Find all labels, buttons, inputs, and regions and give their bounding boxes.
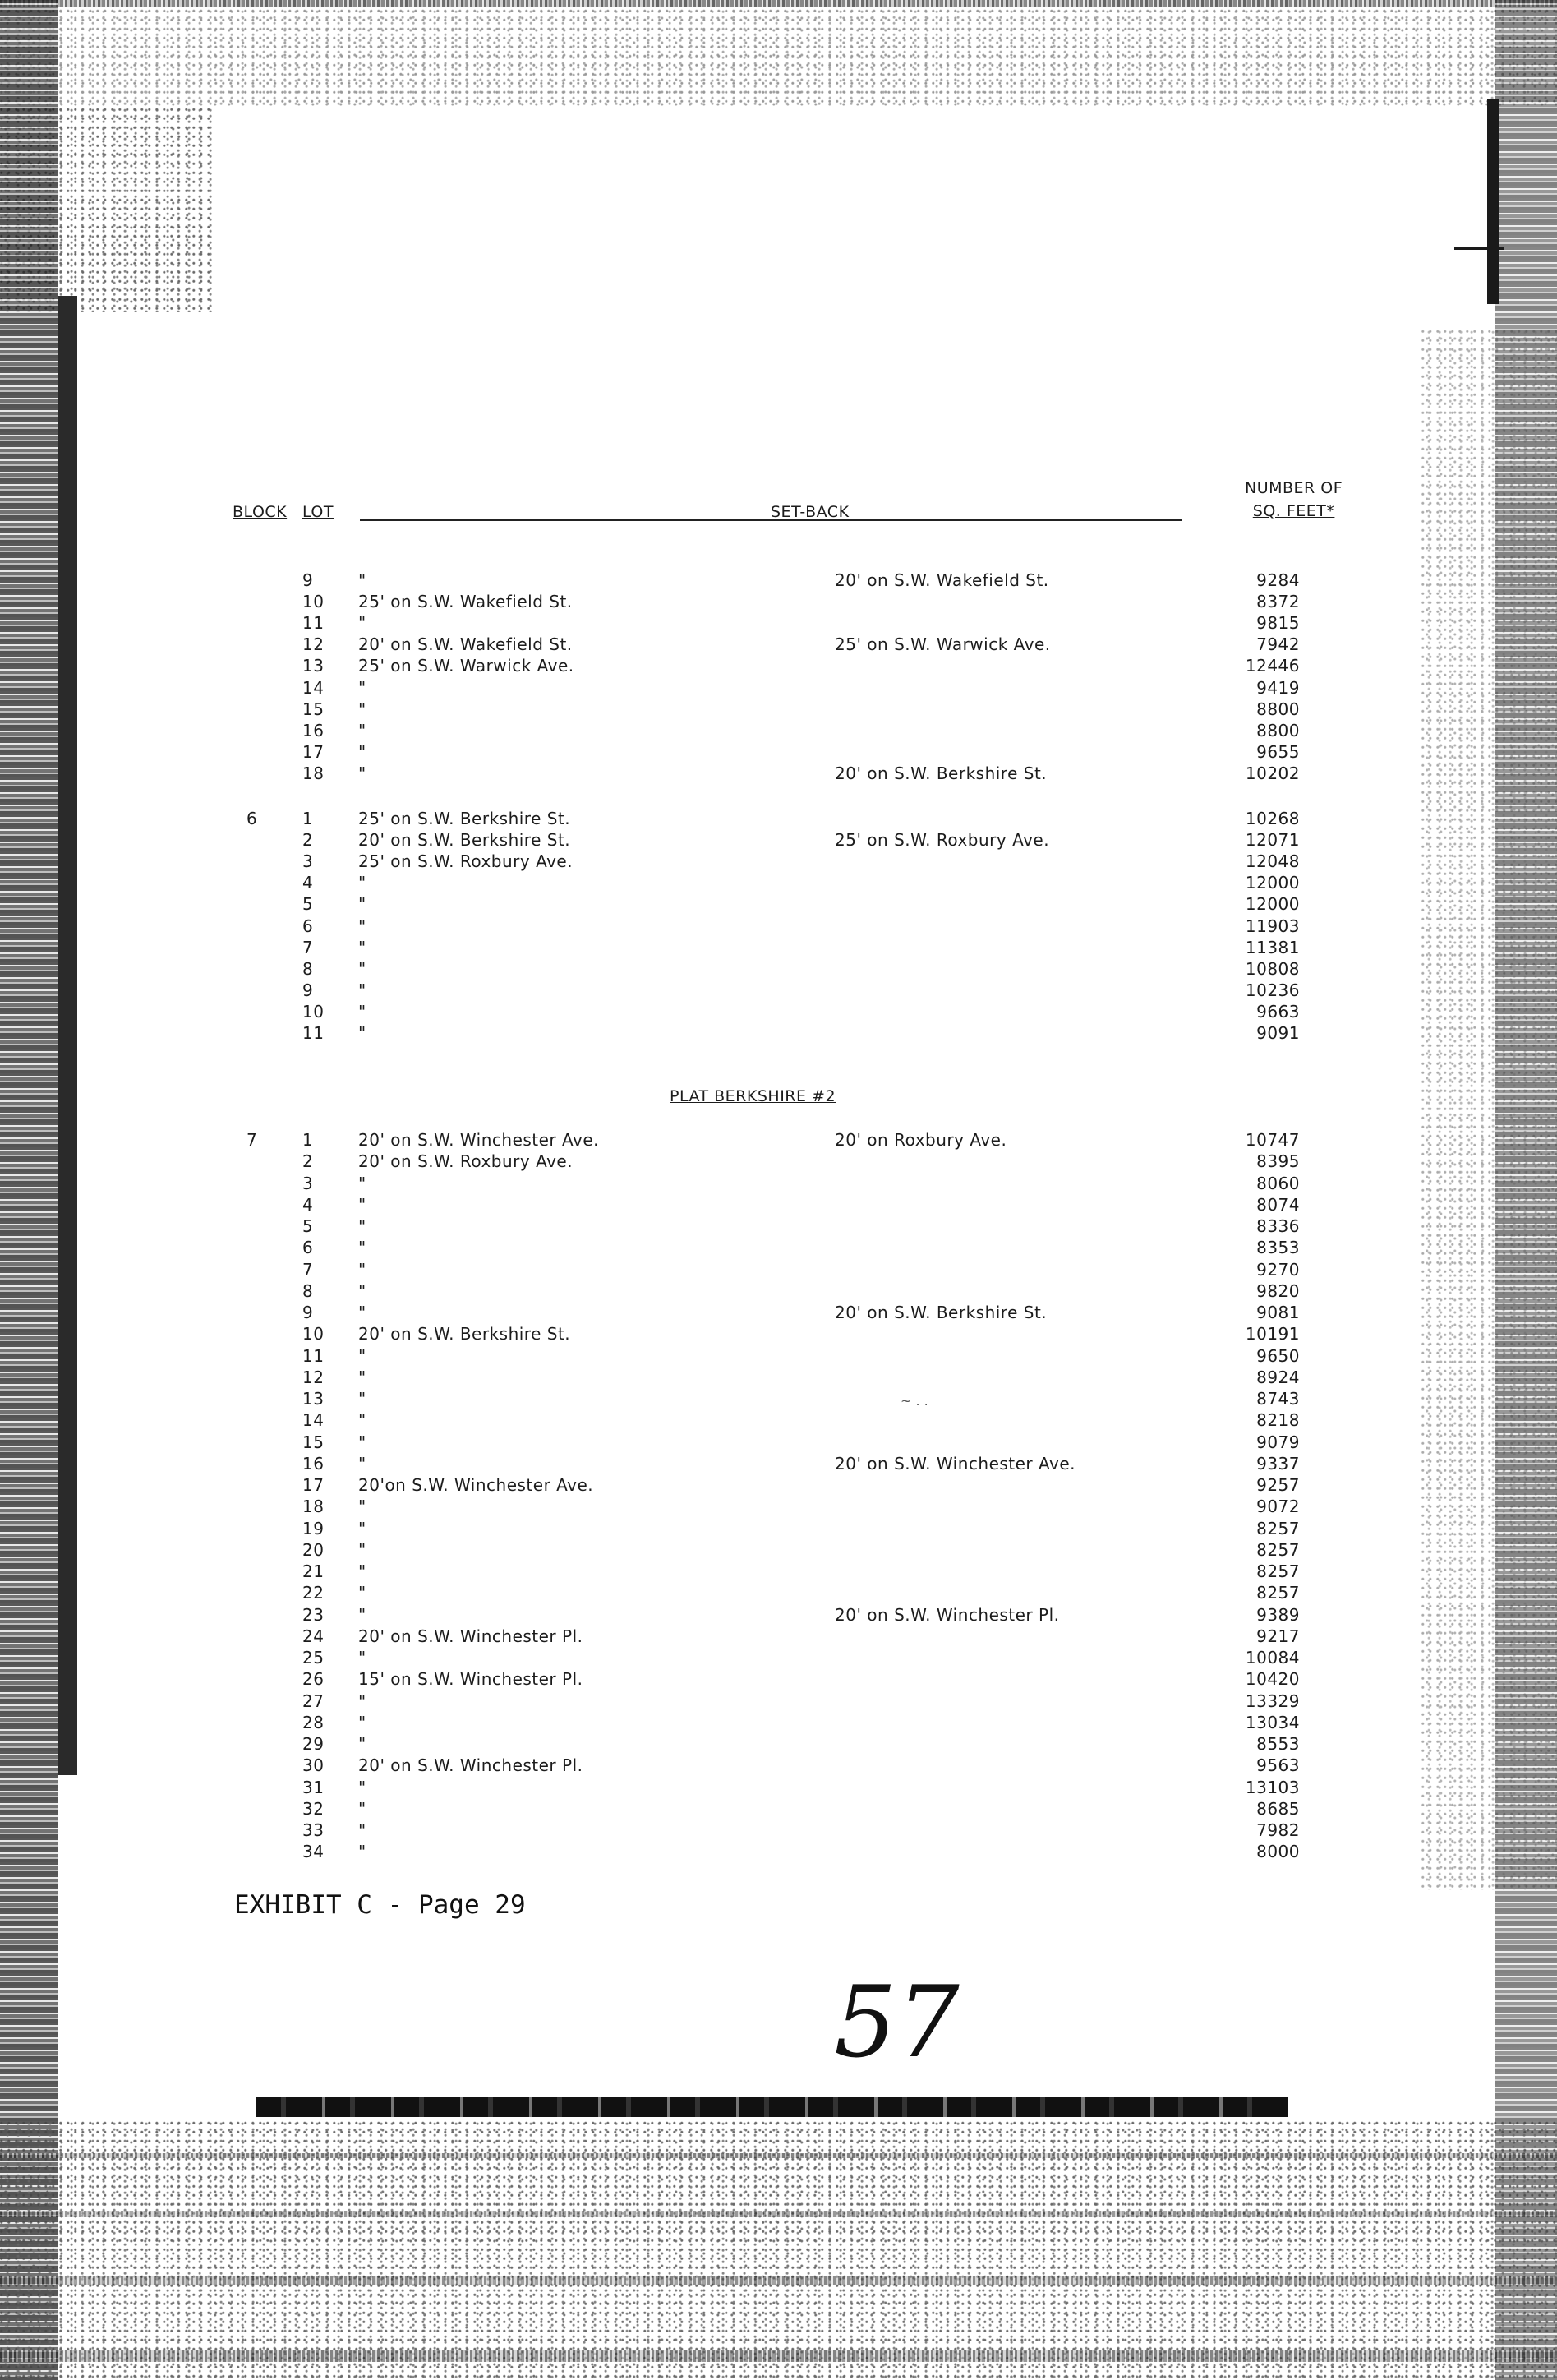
row-setback-primary: ": [358, 677, 366, 698]
row-sqft: 13103: [1245, 1777, 1300, 1797]
row-sqft: 9650: [1256, 1345, 1300, 1366]
row-setback-primary: ": [358, 1583, 366, 1603]
row-sqft: 12000: [1245, 873, 1300, 893]
row-lot: 10: [302, 1001, 325, 1022]
row-setback-primary: ": [358, 1238, 366, 1258]
table-row: [0, 1302, 1557, 1323]
table-row: [0, 872, 1557, 893]
row-sqft: 8257: [1256, 1583, 1300, 1603]
table-row: [0, 1604, 1557, 1626]
table-row: [0, 1496, 1557, 1517]
row-sqft: 8257: [1256, 1539, 1300, 1560]
row-setback-primary: ": [358, 1539, 366, 1560]
row-setback-primary: ": [358, 1389, 366, 1409]
row-lot: 3: [302, 851, 314, 872]
row-setback-primary: ": [358, 720, 366, 740]
row-lot: 17: [302, 741, 325, 762]
row-sqft: 9079: [1256, 1432, 1300, 1452]
table-row: [0, 1151, 1557, 1172]
row-sqft: 9091: [1256, 1023, 1300, 1043]
table-row: [0, 829, 1557, 851]
row-lot: 29: [302, 1734, 325, 1754]
row-sqft: 12446: [1245, 656, 1300, 676]
scan-bottom-bar: [256, 2097, 1288, 2117]
row-sqft: 10236: [1245, 980, 1300, 1000]
exhibit-label: EXHIBIT C - Page 29: [234, 1890, 526, 1920]
row-setback-primary: ": [358, 1561, 366, 1581]
row-setback-primary: ": [358, 1453, 366, 1474]
table-row: [0, 570, 1557, 591]
row-lot: 9: [302, 1303, 314, 1322]
row-lot: 1: [302, 809, 314, 828]
row-sqft: 9663: [1256, 1001, 1300, 1022]
row-sqft: 9655: [1256, 741, 1300, 762]
row-lot: 3: [302, 1173, 314, 1193]
row-setback-primary: ": [358, 1712, 366, 1732]
row-setback-secondary: 20' on S.W. Berkshire St.: [835, 1303, 1048, 1322]
row-setback-primary: ": [358, 980, 366, 1000]
row-lot: 10: [302, 1324, 325, 1345]
row-lot: 2: [302, 1151, 314, 1172]
row-sqft: 10808: [1245, 958, 1300, 979]
row-lot: 11: [302, 1023, 325, 1043]
table-row: [0, 677, 1557, 699]
row-setback-primary: 20' on S.W. Winchester Pl.: [358, 1626, 583, 1646]
row-lot: 19: [302, 1518, 325, 1538]
scan-noise-bottom-4: [0, 2350, 1557, 2362]
row-sqft: 8800: [1256, 720, 1300, 740]
row-sqft: 9217: [1256, 1626, 1300, 1646]
row-sqft: 9081: [1256, 1303, 1300, 1322]
row-setback-primary: ": [358, 1777, 366, 1797]
row-sqft: 11381: [1245, 937, 1300, 957]
row-lot: 11: [302, 1345, 325, 1366]
table-row: [0, 1626, 1557, 1647]
table-row: [0, 958, 1557, 980]
row-lot: 18: [302, 1497, 325, 1517]
row-setback-primary: 20'on S.W. Winchester Ave.: [358, 1475, 594, 1495]
row-lot: 17: [302, 1475, 325, 1495]
row-sqft: 8060: [1256, 1173, 1300, 1193]
table-row: [0, 1345, 1557, 1367]
row-lot: 15: [302, 699, 325, 719]
row-lot: 26: [302, 1669, 325, 1690]
row-lot: 27: [302, 1690, 325, 1711]
row-sqft: 8353: [1256, 1238, 1300, 1258]
row-lot: 14: [302, 677, 325, 698]
row-setback-primary: 20' on S.W. Winchester Ave.: [358, 1130, 600, 1150]
table-row: [0, 699, 1557, 720]
scan-speckle-bottom: [0, 2120, 1557, 2380]
row-lot: 10: [302, 592, 325, 612]
table-row: [0, 980, 1557, 1001]
row-lot: 8: [302, 958, 314, 979]
row-sqft: 8257: [1256, 1561, 1300, 1581]
row-lot: 20: [302, 1539, 325, 1560]
table-row: [0, 1647, 1557, 1668]
row-setback-primary: ": [358, 1367, 366, 1387]
row-sqft: 9337: [1256, 1453, 1300, 1474]
row-lot: 13: [302, 656, 325, 676]
row-lot: 2: [302, 830, 314, 851]
row-sqft: 9270: [1256, 1259, 1300, 1280]
header-sqft: [1245, 477, 1343, 523]
table-row: [0, 1733, 1557, 1755]
row-setback-primary: ": [358, 1690, 366, 1711]
table-row: [0, 1237, 1557, 1258]
row-lot: 23: [302, 1604, 325, 1625]
header-lot: LOT: [302, 503, 334, 521]
table-row: [0, 937, 1557, 958]
table-row: [0, 808, 1557, 829]
row-sqft: 11903: [1245, 916, 1300, 936]
row-block: 7: [246, 1130, 258, 1150]
row-lot: 11: [302, 613, 325, 634]
row-setback-primary: ": [358, 937, 366, 957]
row-setback-secondary: 20' on S.W. Winchester Pl.: [835, 1604, 1060, 1625]
row-sqft: 12048: [1245, 851, 1300, 872]
table-header: [0, 477, 1557, 526]
scan-noise-bottom-2: [0, 2211, 1557, 2217]
row-lot: 30: [302, 1755, 325, 1776]
row-setback-primary: 20' on S.W. Winchester Pl.: [358, 1755, 583, 1776]
row-setback-primary: ": [358, 1497, 366, 1517]
row-lot: 12: [302, 1367, 325, 1387]
row-setback-primary: ": [358, 1280, 366, 1301]
scan-speckle-top: [0, 8, 1557, 107]
row-sqft: 12000: [1245, 894, 1300, 915]
table-row: [0, 1539, 1557, 1561]
row-sqft: 13329: [1245, 1690, 1300, 1711]
row-setback-secondary: 25' on S.W. Warwick Ave.: [835, 634, 1051, 655]
row-lot: 24: [302, 1626, 325, 1646]
row-sqft: 9389: [1256, 1604, 1300, 1625]
row-setback-primary: 25' on S.W. Warwick Ave.: [358, 656, 574, 676]
row-setback-primary: ": [358, 1001, 366, 1022]
row-sqft: 9419: [1256, 677, 1300, 698]
table-row: [0, 1409, 1557, 1431]
row-lot: 33: [302, 1820, 325, 1840]
row-setback-primary: ": [358, 894, 366, 915]
row-sqft: 9284: [1256, 570, 1300, 590]
row-sqft: 10420: [1245, 1669, 1300, 1690]
row-lot: 5: [302, 1216, 314, 1236]
row-sqft: 9820: [1256, 1280, 1300, 1301]
row-setback-primary: ": [358, 1820, 366, 1840]
table-row: [0, 1561, 1557, 1582]
row-setback-secondary: 20' on S.W. Berkshire St.: [835, 763, 1048, 783]
row-lot: 14: [302, 1410, 325, 1431]
row-sqft: 8336: [1256, 1216, 1300, 1236]
row-setback-secondary: 20' on Roxbury Ave.: [835, 1130, 1007, 1150]
table-row: [0, 763, 1557, 784]
row-sqft: 8800: [1256, 699, 1300, 719]
table-row: [0, 591, 1557, 612]
table-row: [0, 916, 1557, 937]
row-lot: 6: [302, 916, 314, 936]
row-setback-primary: ": [358, 1604, 366, 1625]
table-row: [0, 1022, 1557, 1044]
row-setback-primary: ": [358, 570, 366, 590]
row-setback-primary: ": [358, 1648, 366, 1667]
row-setback-secondary: 20' on S.W. Wakefield St.: [835, 570, 1049, 590]
row-sqft: 8074: [1256, 1194, 1300, 1215]
row-setback-primary: 25' on S.W. Roxbury Ave.: [358, 851, 574, 872]
table-row: [0, 1432, 1557, 1453]
row-lot: 7: [302, 1259, 314, 1280]
table-row: [0, 1323, 1557, 1345]
table-row: [0, 1173, 1557, 1194]
table-row: [0, 1777, 1557, 1798]
row-lot: 31: [302, 1777, 325, 1797]
table-row: [0, 1798, 1557, 1820]
table-row: [0, 1388, 1557, 1409]
scan-mark-right-tick: [1454, 247, 1504, 250]
row-setback-primary: ": [358, 1842, 366, 1862]
row-lot: 16: [302, 1453, 325, 1474]
row-sqft: 9257: [1256, 1475, 1300, 1495]
row-sqft: 10084: [1245, 1648, 1300, 1667]
row-setback-primary: 25' on S.W. Berkshire St.: [358, 809, 571, 828]
row-setback-primary: 20' on S.W. Roxbury Ave.: [358, 1151, 574, 1172]
table-row: [0, 1001, 1557, 1022]
row-sqft: 10268: [1245, 809, 1300, 828]
scan-noise-bottom-3: [0, 2276, 1557, 2285]
table-row: [0, 1280, 1557, 1302]
scan-noise-top: [0, 0, 1557, 7]
row-setback-primary: ": [358, 741, 366, 762]
row-setback-primary: ": [358, 1216, 366, 1236]
table-row: [0, 1129, 1557, 1151]
row-setback-primary: 25' on S.W. Wakefield St.: [358, 592, 573, 612]
row-sqft: 8924: [1256, 1367, 1300, 1387]
row-sqft: 10747: [1245, 1130, 1300, 1150]
row-lot: 9: [302, 570, 314, 590]
row-sqft: 13034: [1245, 1712, 1300, 1732]
row-setback-primary: 20' on S.W. Berkshire St.: [358, 1324, 571, 1345]
row-setback-primary: ": [358, 1798, 366, 1819]
row-setback-primary: ": [358, 1259, 366, 1280]
handwritten-page-number: 57: [834, 1966, 960, 2080]
row-lot: 7: [302, 937, 314, 957]
table-row: [0, 720, 1557, 741]
row-setback-secondary: 25' on S.W. Roxbury Ave.: [835, 830, 1050, 851]
header-sqft-line1: NUMBER OF: [1245, 479, 1343, 497]
table-row: [0, 1259, 1557, 1280]
row-lot: 8: [302, 1280, 314, 1301]
row-sqft: 9815: [1256, 613, 1300, 634]
row-setback-primary: ": [358, 1410, 366, 1431]
row-setback-primary: ": [358, 916, 366, 936]
row-sqft: 8395: [1256, 1151, 1300, 1172]
row-sqft: 9072: [1256, 1497, 1300, 1517]
table-row: [0, 1712, 1557, 1733]
row-lot: 21: [302, 1561, 325, 1581]
row-lot: 34: [302, 1842, 325, 1862]
row-lot: 28: [302, 1712, 325, 1732]
row-lot: 15: [302, 1432, 325, 1452]
table-row: [0, 1755, 1557, 1776]
row-lot: 12: [302, 634, 325, 655]
row-lot: 5: [302, 894, 314, 915]
header-setback: SET-BACK: [771, 503, 850, 521]
table-row: [0, 1690, 1557, 1712]
table-row: [0, 741, 1557, 763]
row-lot: 13: [302, 1389, 325, 1409]
table-row: [0, 1215, 1557, 1237]
table-row: [0, 612, 1557, 634]
row-sqft: 8553: [1256, 1734, 1300, 1754]
row-setback-primary: ": [358, 1173, 366, 1193]
row-sqft: 8218: [1256, 1410, 1300, 1431]
row-sqft: 10191: [1245, 1324, 1300, 1345]
row-setback-primary: ": [358, 763, 366, 783]
table-row: [0, 851, 1557, 872]
table-row: [0, 1841, 1557, 1862]
row-lot: 4: [302, 1194, 314, 1215]
row-lot: 25: [302, 1648, 325, 1667]
row-lot: 22: [302, 1583, 325, 1603]
row-setback-primary: ": [358, 1303, 366, 1322]
row-setback-primary: 20' on S.W. Wakefield St.: [358, 634, 573, 655]
row-setback-primary: ": [358, 1734, 366, 1754]
row-lot: 9: [302, 980, 314, 1000]
scan-noise-bottom-1: [0, 2153, 1557, 2158]
row-sqft: 8685: [1256, 1798, 1300, 1819]
table-row: [0, 1367, 1557, 1388]
row-block: 6: [246, 809, 258, 828]
row-setback-primary: ": [358, 613, 366, 634]
header-block: BLOCK: [233, 503, 288, 521]
table-row: [0, 1474, 1557, 1496]
row-setback-secondary: 20' on S.W. Winchester Ave.: [835, 1453, 1076, 1474]
row-sqft: 7942: [1256, 634, 1300, 655]
table-row: [0, 655, 1557, 676]
row-sqft: 7982: [1256, 1820, 1300, 1840]
header-sqft-line2: SQ. FEET*: [1252, 502, 1335, 520]
row-setback-primary: 20' on S.W. Berkshire St.: [358, 830, 571, 851]
table-row: [0, 1194, 1557, 1215]
row-setback-primary: ": [358, 1345, 366, 1366]
row-sqft: 8000: [1256, 1842, 1300, 1862]
row-sqft: 12071: [1245, 830, 1300, 851]
scan-mark-right: [1487, 99, 1499, 304]
row-sqft: 8743: [1256, 1389, 1300, 1409]
stray-mark: ~ . .: [901, 1393, 928, 1409]
row-setback-primary: ": [358, 1194, 366, 1215]
section-title: PLAT BERKSHIRE #2: [670, 1087, 836, 1105]
row-sqft: 8372: [1256, 592, 1300, 612]
row-setback-primary: 15' on S.W. Winchester Pl.: [358, 1669, 583, 1690]
table-row: [0, 1582, 1557, 1603]
row-lot: 1: [302, 1130, 314, 1150]
table-row: [0, 1518, 1557, 1539]
header-rule: [360, 519, 1182, 521]
table-row: [0, 1453, 1557, 1474]
row-setback-primary: ": [358, 1518, 366, 1538]
row-setback-primary: ": [358, 699, 366, 719]
row-lot: 18: [302, 763, 325, 783]
row-lot: 16: [302, 720, 325, 740]
table-row: [0, 634, 1557, 655]
row-lot: 4: [302, 873, 314, 893]
row-sqft: 9563: [1256, 1755, 1300, 1776]
table-row: [0, 893, 1557, 915]
row-setback-primary: ": [358, 1023, 366, 1043]
table-row: [0, 1668, 1557, 1690]
row-setback-primary: ": [358, 1432, 366, 1452]
table-row: [0, 1820, 1557, 1841]
row-sqft: 8257: [1256, 1518, 1300, 1538]
row-sqft: 10202: [1245, 763, 1300, 783]
row-setback-primary: ": [358, 873, 366, 893]
row-lot: 32: [302, 1798, 325, 1819]
row-lot: 6: [302, 1238, 314, 1258]
row-setback-primary: ": [358, 958, 366, 979]
